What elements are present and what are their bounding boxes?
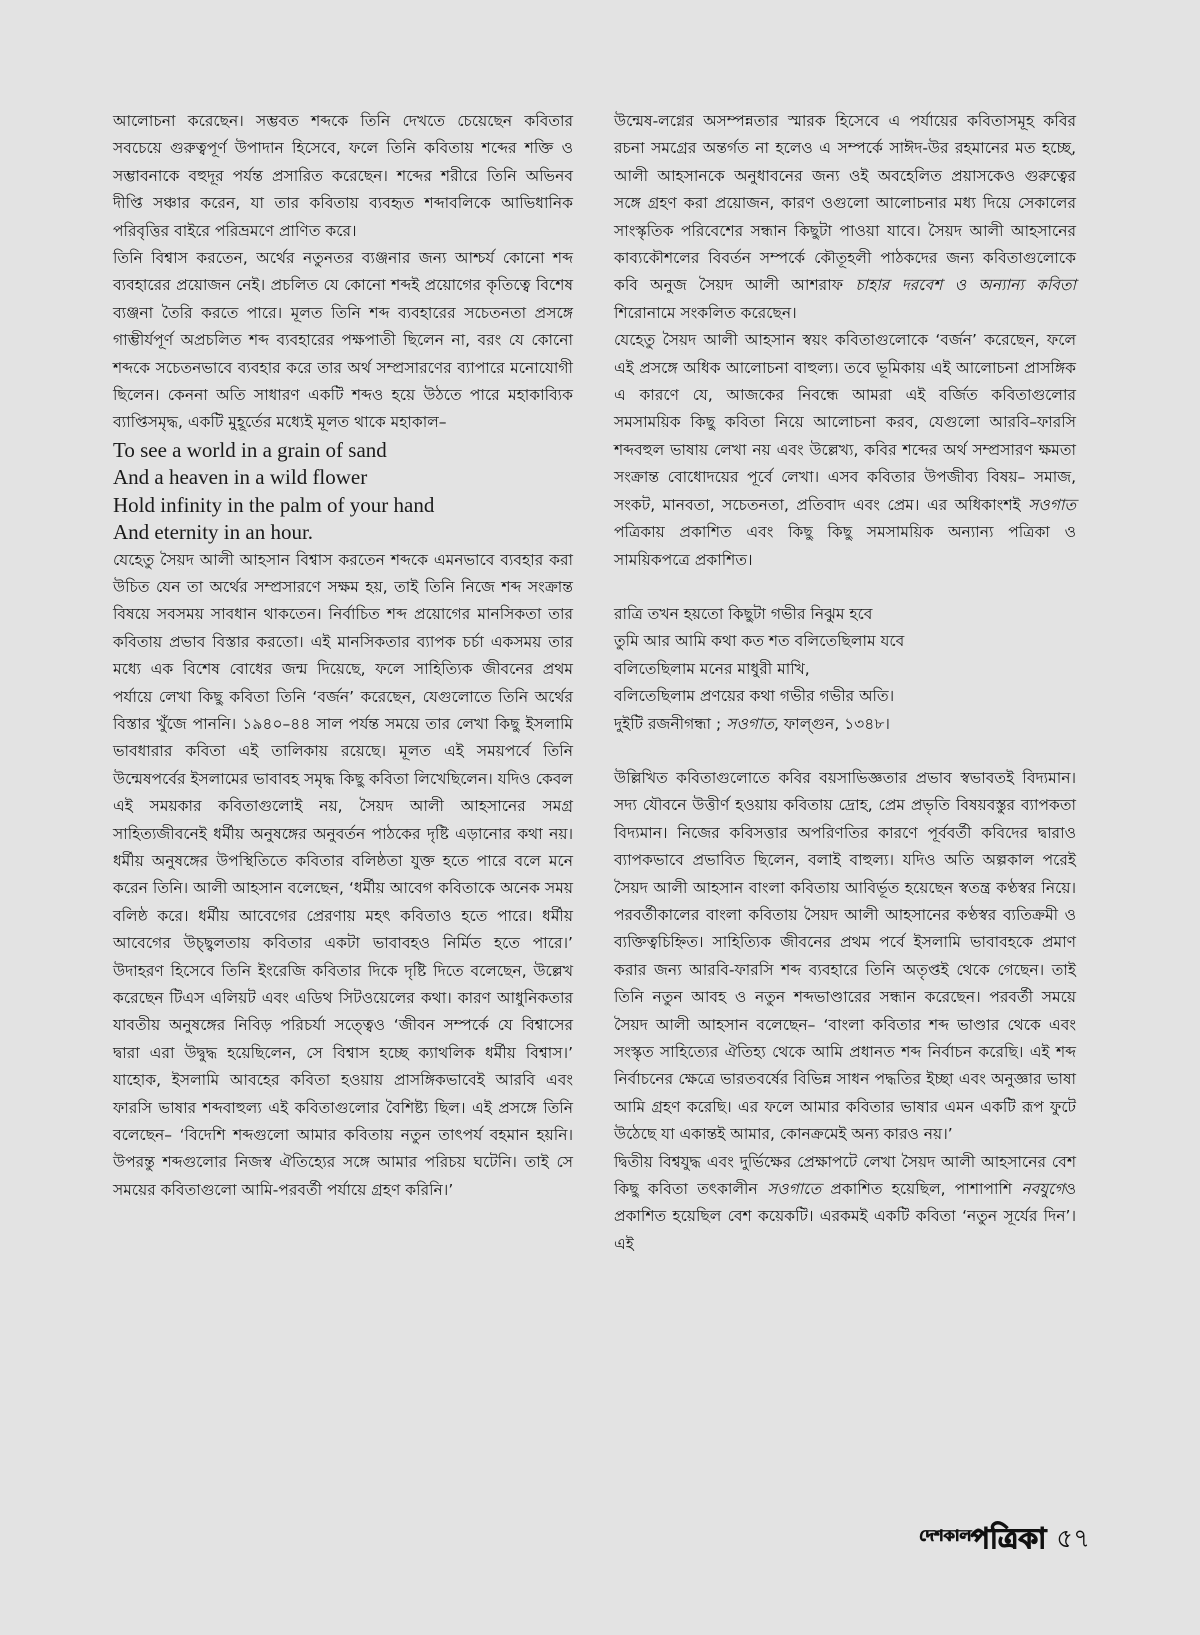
verse-line-1: To see a world in a grain of sand [113,437,387,462]
right-p1-text-b: শিরোনামে সংকলিত করেছেন। [614,303,797,322]
page-number: ৫৭ [1056,1524,1090,1554]
right-paragraph-4 [614,1149,1076,1259]
right-p2-text-a: যেহেতু সৈয়দ আলী আহসান স্বয়ং কবিতাগুলোকে ‘বর্জন’ করেছেন, ফলে এই প্রসঙ্গে অধিক আলোচনা বাহুল্য। তবে ভূমিকায় এই আলোচনা প্রাসঙ্গিক এ কারণে যে, আজকের নিবন্ধে আমরা এই বর্জিত কবিতাগুলোর সমসাময়িক কিছু কবিতা নিয়ে আলোচনা করব, যেগুলো আরবি–ফারসি শব্দবহুল ভাষায় লেখা নয় এবং উল্লেখ্য, কবির শব্দের অর্থ সম্প্রসারণ ক্ষমতা সংক্রান্ত বোধোদয়ের পূর্বে লেখা। এসব কবিতার উপজীব্য বিষয়– সমাজ, সংকট, মানবতা, সচেতনতা, প্রতিবাদ এবং প্রেম। এর অধিকাংশই [614,331,1076,514]
logo-small-text: দেশকাল [918,1526,971,1545]
book-title: চাহার দরবেশ ও অন্যান্য কবিতা [855,276,1077,295]
left-paragraph-1: আলোচনা করেছেন। সম্ভবত শব্দকে তিনি দেখতে চেয়েছেন কবিতার সবচেয়ে গুরুত্বপূর্ণ উপাদান হিসেবে, ফলে তিনি কবিতায় শব্দের শক্তি ও সম্ভাবনাকে বহুদূর পর্যন্ত প্রসারিত করেছেন। শব্দের শরীরে তিনি অভিনব দীপ্তি সঞ্চার করেন, যা তার কবিতায় ব্যবহৃত শব্দাবলিকে আভিধানিক পরিবৃত্তির বাইরে পরিভ্রমণে প্রাণিত করে। [113,112,573,240]
citation-text-a: দুইটি রজনীগন্ধা ; [614,714,727,733]
right-p4-text-a: দ্বিতীয় বিশ্বযুদ্ধ এবং দুর্ভিক্ষের প্রেক্ষাপটে লেখা সৈয়দ আলী আহসানের বেশ কিছু কবিতা তৎকালীন [614,1152,1076,1199]
spacer [614,738,1076,765]
verse-line-4: And eternity in an hour. [113,520,314,545]
bengali-verse [614,601,1076,738]
right-p2-text-b: পত্রিকায় প্রকাশিত এবং কিছু কিছু সমসাময়িক অন্যান্য পত্রিকা ও সাময়িকপত্রে প্রকাশিত। [614,523,1076,569]
right-p4-text-c: ও প্রকাশিত হয়েছিল বেশ কয়েকটি। এরকমই একটি কবিতা ‘নতুন সূর্যের দিন’। এই [614,1180,1076,1253]
magazine-title-3: নবযুগে [1021,1180,1065,1199]
citation-text-b: , ফাল্গুন, ১৩৪৮। [774,714,890,733]
left-paragraph-2: তিনি বিশ্বাস করতেন, অর্থের নতুনতর ব্যঞ্জনার জন্য আশ্চর্য কোনো শব্দ ব্যবহারের প্রয়োজন নেই। প্রচলিত যে কোনো শব্দই প্রয়োগের কৃতিত্বে বিশেষ ব্যঞ্জনা তৈরি করতে পারে। মূলত তিনি শব্দ ব্যবহারের সচেতনতা প্রসঙ্গে গাম্ভীর্যপূর্ণ অপ্রচলিত শব্দ ব্যবহারের পক্ষপাতী ছিলেন না, বরং যে কোনো শব্দকে সচেতনভাবে ব্যবহার করে তার অর্থ সম্প্রসারণের ব্যাপারে মনোযোগী ছিলেন। কেননা অতি সাধারণ একটি শব্দও হয়ে উঠতে পারে মহাকাব্যিক ব্যাপ্তিসমৃদ্ধ, একটি মুহূর্তের মধ্যেই মূলত থাকে মহাকাল– [113,249,573,432]
right-column [614,108,1076,1258]
right-p1-text-a: উন্মেষ-লগ্নের অসম্পন্নতার স্মারক হিসেবে এ পর্যায়ের কবিতাসমূহ কবির রচনা সমগ্রের অন্তর্গত না হলেও এ সম্পর্কে সাঈদ-উর রহমানের মত হচ্ছে, আলী আহসানকে অনুধাবনের জন্য ওই অবহেলিত প্রয়াসকেও গুরুত্বের সঙ্গে গ্রহণ করা প্রয়োজন, কারণ ওগুলো আলোচনার মধ্য দিয়ে সেকালের সাংস্কৃতিক পরিবেশের সন্ধান কিছুটা পাওয়া যাবে। সৈয়দ আলী আহসানের কাব্যকৌশলের বিবর্তন সম্পর্কে কৌতূহলী পাঠকদের জন্য কবিতাগুলোকে কবি অনুজ সৈয়দ আলী আশরাফ [614,112,1076,295]
bn-verse-line-4: বলিতেছিলাম প্রণয়ের কথা গভীর গভীর অতি। [614,687,895,706]
english-verse [113,437,573,547]
magazine-title-2: সওগাতে [766,1180,822,1199]
right-paragraph-2 [614,327,1076,574]
verse-line-2: And a heaven in a wild flower [113,465,368,490]
citation-magazine: সওগাত [726,714,775,733]
verse-citation [614,711,1076,738]
logo-large-text: পত্রিকা [970,1522,1047,1555]
right-paragraph-1 [614,108,1076,327]
magazine-logo [919,1523,1046,1553]
right-paragraph-3: উল্লিখিত কবিতাগুলোতে কবির বয়সাভিজ্ঞতার প্রভাব স্বভাবতই বিদ্যমান। সদ্য যৌবনে উত্তীর্ণ হওয়ায় কবিতায় দ্রোহ, প্রেম প্রভৃতি বিষয়বস্তুর ব্যাপকতা বিদ্যমান। নিজের কবিসত্তার অপরিণতির কারণে পূর্ববর্তী কবিদের দ্বারাও ব্যাপকভাবে প্রভাবিত ছিলেন, বলাই বাহুল্য। যদিও অতি অল্পকাল পরেই সৈয়দ আলী আহসান বাংলা কবিতায় আবির্ভূত হয়েছেন স্বতন্ত্র কণ্ঠস্বর নিয়ে। পরবর্তীকালের বাংলা কবিতায় সৈয়দ আলী আহসানের কণ্ঠস্বর ব্যতিক্রমী ও ব্যক্তিত্বচিহ্নিত। সাহিত্যিক জীবনের প্রথম পর্বে ইসলামি ভাবাবহকে প্রমাণ করার জন্য আরবি-ফারসি শব্দ ব্যবহারে তিনি অতৃপ্তই থেকে গেছেন। তাই তিনি নতুন আবহ ও নতুন শব্দভাণ্ডারের সন্ধান করেছেন। পরবর্তী সময়ে সৈয়দ আলী আহসান বলেছেন– ‘বাংলা কবিতার শব্দ ভাণ্ডার থেকে এবং সংস্কৃত সাহিত্যের ঐতিহ্য থেকে আমি প্রধানত শব্দ নির্বাচন করেছি। এই শব্দ নির্বাচনের ক্ষেত্রে ভারতবর্ষের বিভিন্ন সাধন পদ্ধতির ইচ্ছা এবং অনুজ্ঞার ভাষা আমি গ্রহণ করেছি। এর ফলে আমার কবিতার ভাষার এমন একটি রূপ ফুটে উঠেছে যা একান্তই আমার, কোনক্রমেই অন্য কারও নয়।’ [614,768,1076,1144]
spacer [614,574,1076,601]
page-footer [919,1523,1090,1553]
bn-verse-line-2: তুমি আর আমি কথা কত শত বলিতেছিলাম যবে [614,632,905,651]
right-p4-text-b: প্রকাশিত হয়েছিল, পাশাপাশি [821,1180,1022,1199]
verse-line-3: Hold infinity in the palm of your hand [113,492,435,517]
bn-verse-line-1: রাত্রি তখন হয়তো কিছুটা গভীর নিঝুম হবে [614,604,873,623]
bn-verse-line-3: বলিতেছিলাম মনের মাধুরী মাখি, [614,659,810,678]
left-paragraph-3: যেহেতু সৈয়দ আলী আহসান বিশ্বাস করতেন শব্দকে এমনভাবে ব্যবহার করা উচিত যেন তা অর্থের সম্প্রসারণে সক্ষম হয়, তাই তিনি নিজে শব্দ সংক্রান্ত বিষয়ে সবসময় সাবধান থাকতেন। নির্বাচিত শব্দ প্রয়োগের মানসিকতা তার কবিতায় প্রভাব বিস্তার করতো। এই মানসিকতার ব্যাপক চর্চা একসময় তার মধ্যে এক বিশেষ বোধের জন্ম দিয়েছে, ফলে সাহিত্যিক জীবনের প্রথম পর্যায়ে লেখা কিছু কবিতা তিনি ‘বর্জন’ করেছেন, যেগুলোতে তিনি অর্থের বিস্তার খুঁজে পাননি। ১৯৪০–৪৪ সাল পর্যন্ত সময়ে তার লেখা কিছু ইসলামি ভাবধারার কবিতা এই তালিকায় রয়েছে। মূলত এই সময়পর্বে তিনি উন্মেষপর্বের ইসলামের ভাবাবহ সমৃদ্ধ কিছু কবিতা লিখেছিলেন। যদিও কেবল এই সময়কার কবিতাগুলোই নয়, সৈয়দ আলী আহসানের সমগ্র সাহিত্যজীবনেই ধর্মীয় অনুষঙ্গের অনুবর্তন পাঠকের দৃষ্টি এড়ানোর কথা নয়। ধর্মীয় অনুষঙ্গের উপস্থিতিতে কবিতার বলিষ্ঠতা যুক্ত হতে পারে বলে মনে করেন তিনি। আলী আহসান বলেছেন, ‘ধর্মীয় আবেগ কবিতাকে অনেক সময় বলিষ্ঠ করে। ধর্মীয় আবেগের প্রেরণায় মহৎ কবিতাও হতে পারে। ধর্মীয় আবেগের উচ্ছ্বলতায় কবিতার একটা ভাবাবহও নির্মিত হতে পারে।’ উদাহরণ হিসেবে তিনি ইংরেজি কবিতার দিকে দৃষ্টি দিতে বলেছেন, উল্লেখ করেছেন টিএস এলিয়ট এবং এডিথ সিটওয়েলের কথা। কারণ আধুনিকতার যাবতীয় অনুষঙ্গের নিবিড় পরিচর্যা সত্ত্বেও ‘জীবন সম্পর্কে যে বিশ্বাসের দ্বারা এরা উদ্বুদ্ধ হয়েছিলেন, সে বিশ্বাস হচ্ছে ক্যাথলিক ধর্মীয় বিশ্বাস।’ যাহোক, ইসলামি আবহের কবিতা হওয়ায় প্রাসঙ্গিকভাবেই আরবি এবং ফারসি ভাষার শব্দবাহুল্য এই কবিতাগুলোর বৈশিষ্ট্য ছিল। এই প্রসঙ্গে তিনি বলেছেন– ‘বিদেশি শব্দগুলো আমার কবিতায় নতুন তাৎপর্য বহমান হয়নি। উপরন্তু শব্দগুলোর নিজস্ব ঐতিহ্যের সঙ্গে আমার পরিচয় ঘটেনি। তাই সে সময়ের কবিতাগুলো আমি-পরবর্তী পর্যায়ে গ্রহণ করিনি।’ [113,550,573,1199]
left-column [113,108,573,1204]
magazine-title: সওগাত [1028,495,1076,514]
